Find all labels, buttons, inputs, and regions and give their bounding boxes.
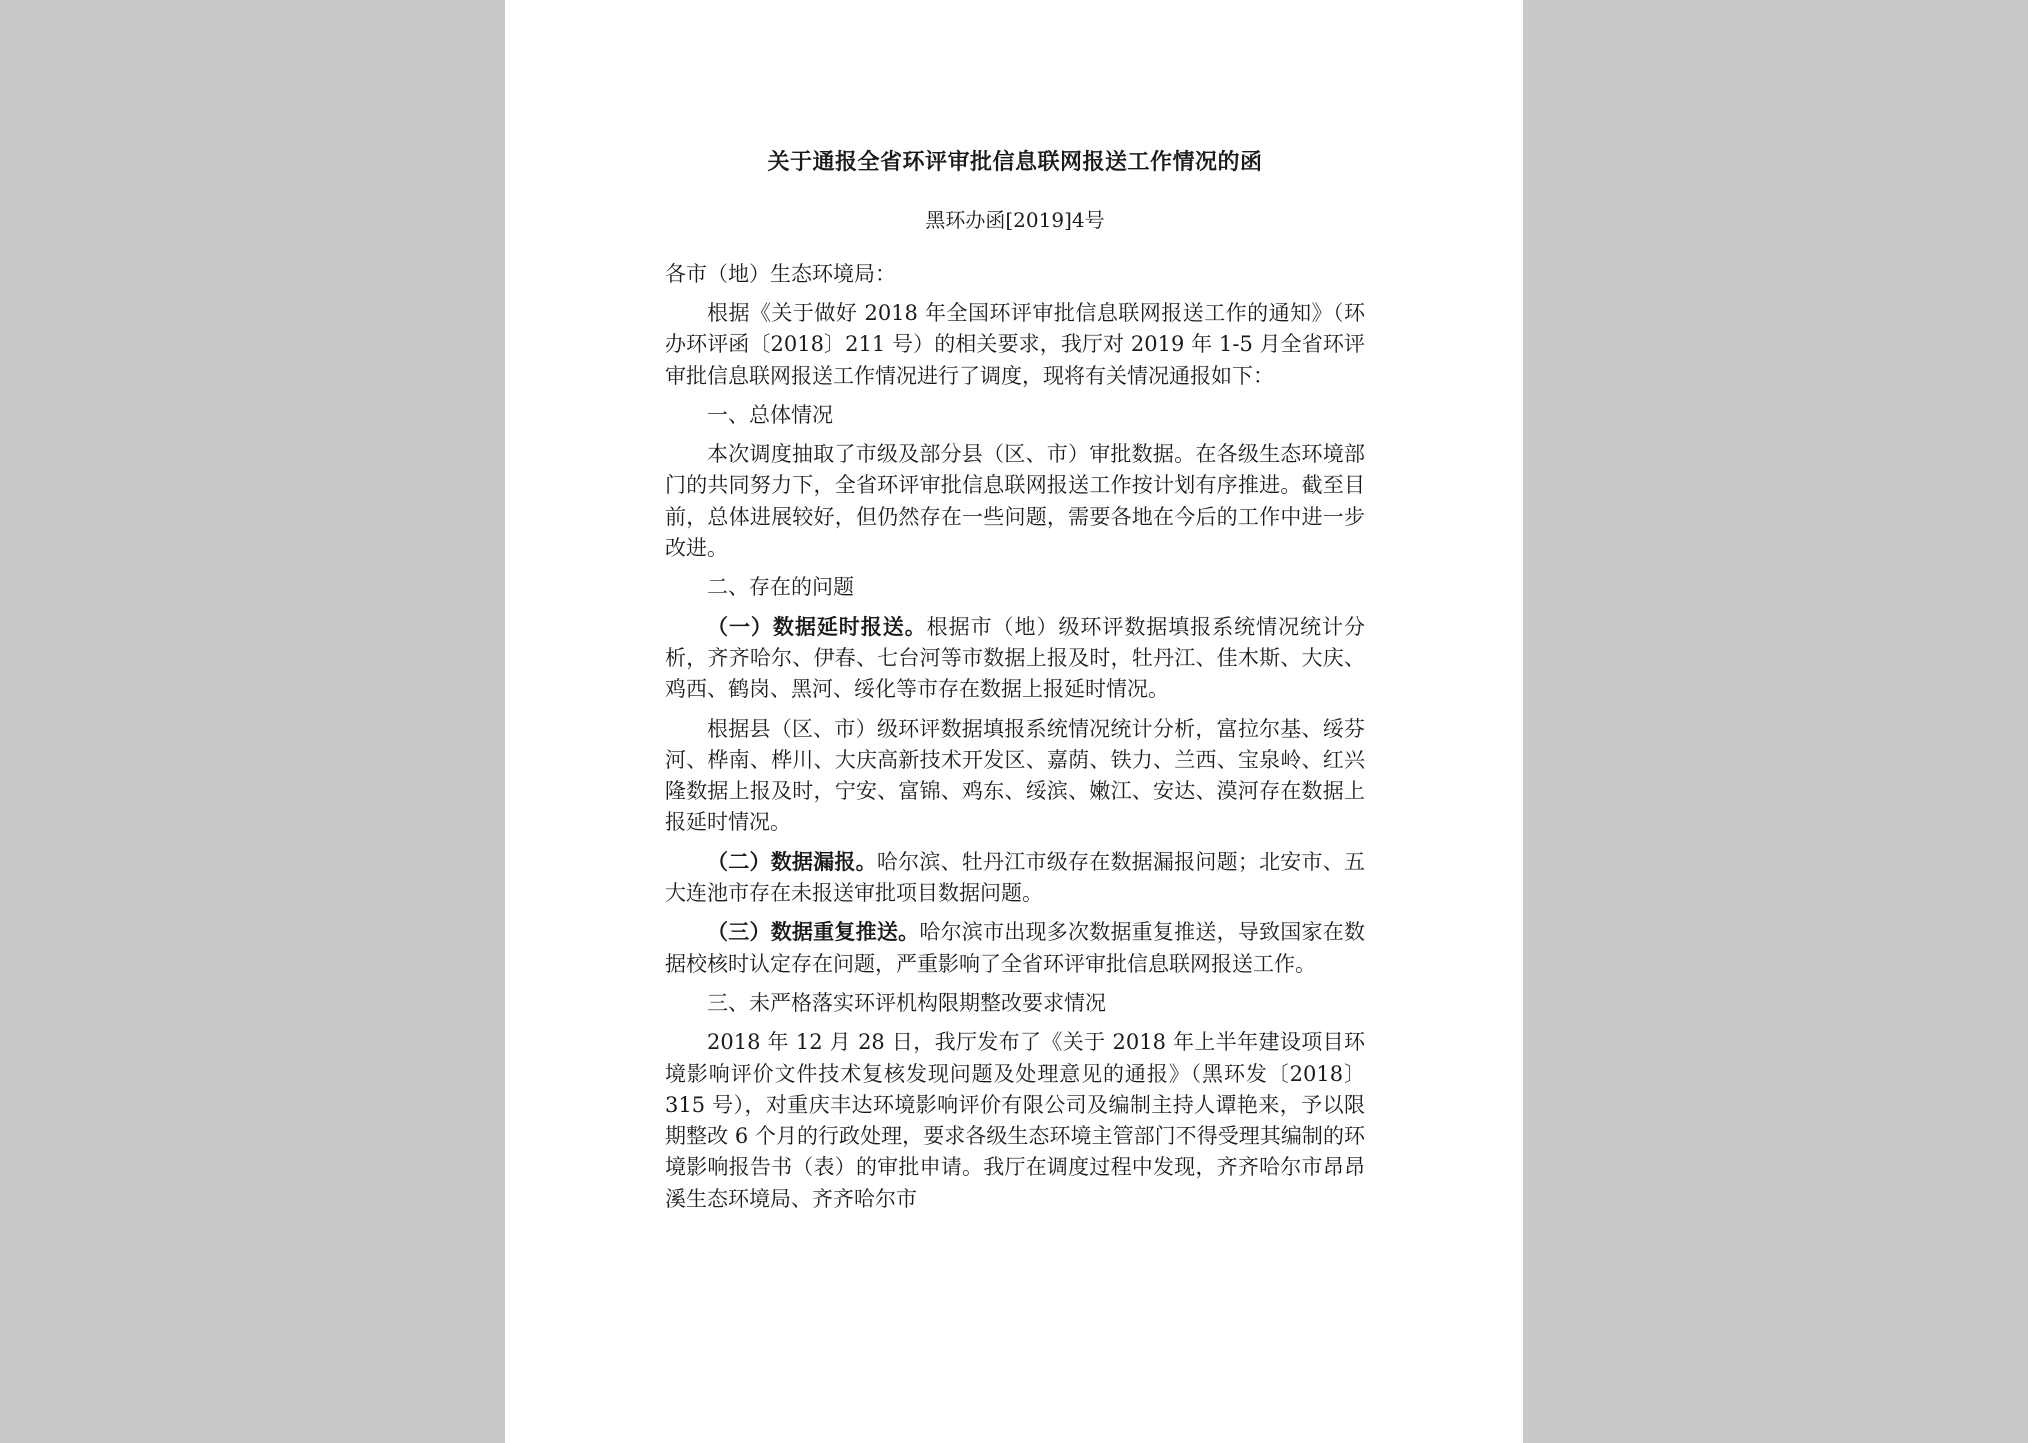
salutation: 各市（地）生态环境局： [665,262,896,286]
document-body [665,145,1365,1215]
item3-paragraph [665,917,1365,980]
section2-heading: 二、存在的问题 [707,575,854,600]
item1-paragraph [665,612,1365,706]
item2-body: 哈尔滨、牡丹江市级存在数据漏报问题；北安市、五大连池市存在未报送审批项目数据问题。 [665,849,1366,906]
section3-heading: 三、未严格落实环评机构限期整改要求情况 [707,990,1106,1015]
item1-paragraph-2: 根据县（区、市）级环评数据填报系统情况统计分析，富拉尔基、绥芬河、桦南、桦川、大庆高新技术开发区、嘉荫、铁力、兰西、宝泉岭、红兴隆数据上报及时，宁安、富锦、鸡东、绥滨、嫩江、安达、漠河存在数据上报延时情况。 [665,716,1365,835]
item3-body: 哈尔滨市出现多次数据重复推送，导致国家在数据校核时认定存在问题，严重影响了全省环评审批信息联网报送工作。 [665,920,1366,976]
item1-label: （一）数据延时报送。 [707,614,927,639]
item1-body: 根据市（地）级环评数据填报系统情况统计分析，齐齐哈尔、伊春、七台河等市数据上报及时，牡丹江、佳木斯、大庆、鸡西、鹤岗、黑河、绥化等市存在数据上报延时情况。 [665,614,1365,702]
intro-paragraph: 根据《关于做好 2018 年全国环评审批信息联网报送工作的通知》（环办环评函〔2018〕211 号）的相关要求，我厅对 2019 年 1-5 月全省环评审批信息联网报送工作情况进行了调度，现将有关情况通报如下： [665,301,1365,388]
document-number: 黑环办函[2019]4号 [925,208,1105,232]
document-title: 关于通报全省环评审批信息联网报送工作情况的函 [767,150,1263,175]
item3-label: （三）数据重复推送。 [707,920,920,945]
right-viewer-margin [1523,0,2028,1443]
left-viewer-margin [0,0,505,1443]
section1-paragraph: 本次调度抽取了市级及部分县（区、市）审批数据。在各级生态环境部门的共同努力下，全省环评审批信息联网报送工作按计划有序推进。截至目前，总体进展较好，但仍然存在一些问题，需要各地在今后的工作中进一步改进。 [665,442,1365,561]
item2-label: （二）数据漏报。 [707,849,877,874]
section1-heading: 一、总体情况 [707,402,833,427]
section3-paragraph: 2018 年 12 月 28 日，我厅发布了《关于 2018 年上半年建设项目环境影响评价文件技术复核发现问题及处理意见的通报》（黑环发〔2018〕315 号），对重庆丰达环境影响评价有限公司及编制主持人谭艳来，予以限期整改 6 个月的行政处理，要求各级生态环境主管部门不得受理其编制的环境影响报告书（表）的审批申请。我厅在调度过程中发现，齐齐哈尔市昂昂溪生态环境局、齐齐哈尔市 [665,1030,1365,1211]
document-page[interactable] [505,0,1523,1443]
item2-paragraph [665,847,1365,910]
